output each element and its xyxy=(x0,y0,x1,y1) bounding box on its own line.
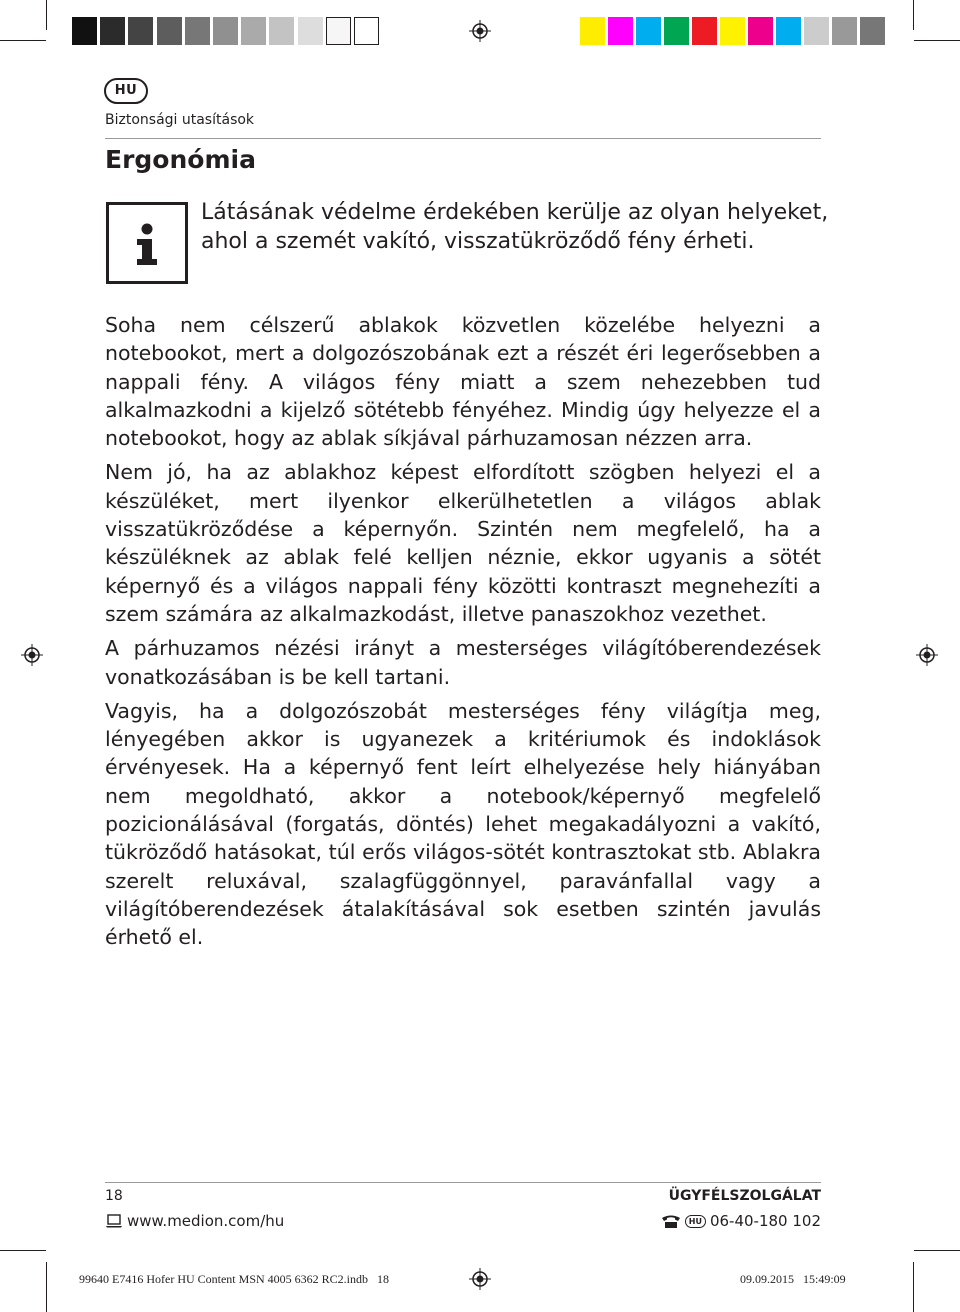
page-number: 18 xyxy=(105,1188,123,1204)
color-swatch xyxy=(213,17,238,45)
color-swatch xyxy=(804,17,829,45)
color-swatch xyxy=(326,17,351,45)
paragraph: Nem jó, ha az ablakhoz képest elfordított szögben helyezi el a készüléket, mert ilyenkor elkerülhetetlen a világos ablak visszatükröződése a képernyőn. Szintén nem megfelelő, ha a készüléknek az ablak felé kelljen néznie, ekkor ugyanis a sötét képernyő és a világos nappali fény közötti kontraszt megnehezíti a szem számára az alkalmazkodást, illetve panaszokhoz vezethet. xyxy=(105,460,821,626)
hotline-phone xyxy=(640,1212,821,1230)
color-swatch xyxy=(157,17,182,45)
print-slug-file: 99640 E7416 Hofer HU Content MSN 4005 6362 RC2.indb 18 xyxy=(79,1272,389,1286)
info-icon xyxy=(106,202,188,284)
color-swatch xyxy=(832,17,857,45)
language-badge: HU xyxy=(104,78,148,104)
section-label: Biztonsági utasítások xyxy=(105,112,255,128)
info-note: Látásának védelme érdekében kerülje az olyan helyeket, ahol a szemét vakító, visszatükröződő fény érheti. xyxy=(201,200,829,254)
registration-mark-icon xyxy=(916,644,938,666)
phone-number: 06-40-180 102 xyxy=(709,1212,821,1230)
color-swatch xyxy=(636,17,661,45)
color-swatch xyxy=(748,17,773,45)
color-swatch xyxy=(776,17,801,45)
footer-divider xyxy=(105,1182,821,1183)
color-swatch xyxy=(664,17,689,45)
body-text xyxy=(105,311,821,958)
paragraph: Vagyis, ha a dolgozószobát mesterséges fény világítja meg, lényegében akkor is ugyanezek a kritériumok és indoklások érvényesek. Ha a képernyő fent leírt elhelyezése hely hiányában nem megoldható, akkor a notebook/képernyő megfelelő pozicionálásával (forgatás, döntés) lehet megakadályozni a vakító, tükröződő hatásokat, túl erős világos-sötét kontrasztokat stb. Ablakra szerelt reluxával, szalagfüggönnyel, paravánfallal vagy a világítóberendezések átalakításával sok esetben szintén javulás érhető el. xyxy=(105,698,821,950)
color-swatch xyxy=(241,17,266,45)
website[interactable] xyxy=(105,1212,284,1230)
hotline-label: ÜGYFÉLSZOLGÁLAT xyxy=(668,1188,821,1204)
registration-mark-icon xyxy=(469,1268,491,1290)
registration-mark-icon xyxy=(21,644,43,666)
phone-country-badge: HU xyxy=(685,1215,706,1228)
phone-icon xyxy=(661,1214,681,1229)
color-swatch xyxy=(692,17,717,45)
color-swatch xyxy=(185,17,210,45)
website-link[interactable]: www.medion.com/hu xyxy=(127,1212,285,1230)
color-swatch xyxy=(608,17,633,45)
page-title: Ergonómia xyxy=(105,145,256,174)
color-swatch xyxy=(128,17,153,45)
color-swatch xyxy=(580,17,605,45)
header-divider xyxy=(105,138,821,139)
paragraph: A párhuzamos nézési irányt a mesterséges világítóberendezések vonatkozásában is be kell tartani. xyxy=(105,636,821,689)
color-swatch xyxy=(72,17,97,45)
color-swatch xyxy=(720,17,745,45)
registration-mark-icon xyxy=(469,20,491,42)
color-swatch xyxy=(269,17,294,45)
color-swatch xyxy=(354,17,379,45)
color-swatch xyxy=(298,17,323,45)
color-swatch xyxy=(100,17,125,45)
print-slug-date: 09.09.2015 15:49:09 xyxy=(740,1272,846,1286)
paragraph: Soha nem célszerű ablakok közvetlen közelébe helyezni a notebookot, mert a dolgozószobának ezt a részét éri legerősebben a nappali fény. A világos fény miatt a szem nehezebben tud alkalmazkodni a kijelző sötétebb fényéhez. Mindig úgy helyezze el a notebookot, hogy az ablak síkjával párhuzamosan nézzen arra. xyxy=(105,313,821,451)
laptop-icon xyxy=(105,1214,123,1228)
color-swatch xyxy=(860,17,885,45)
